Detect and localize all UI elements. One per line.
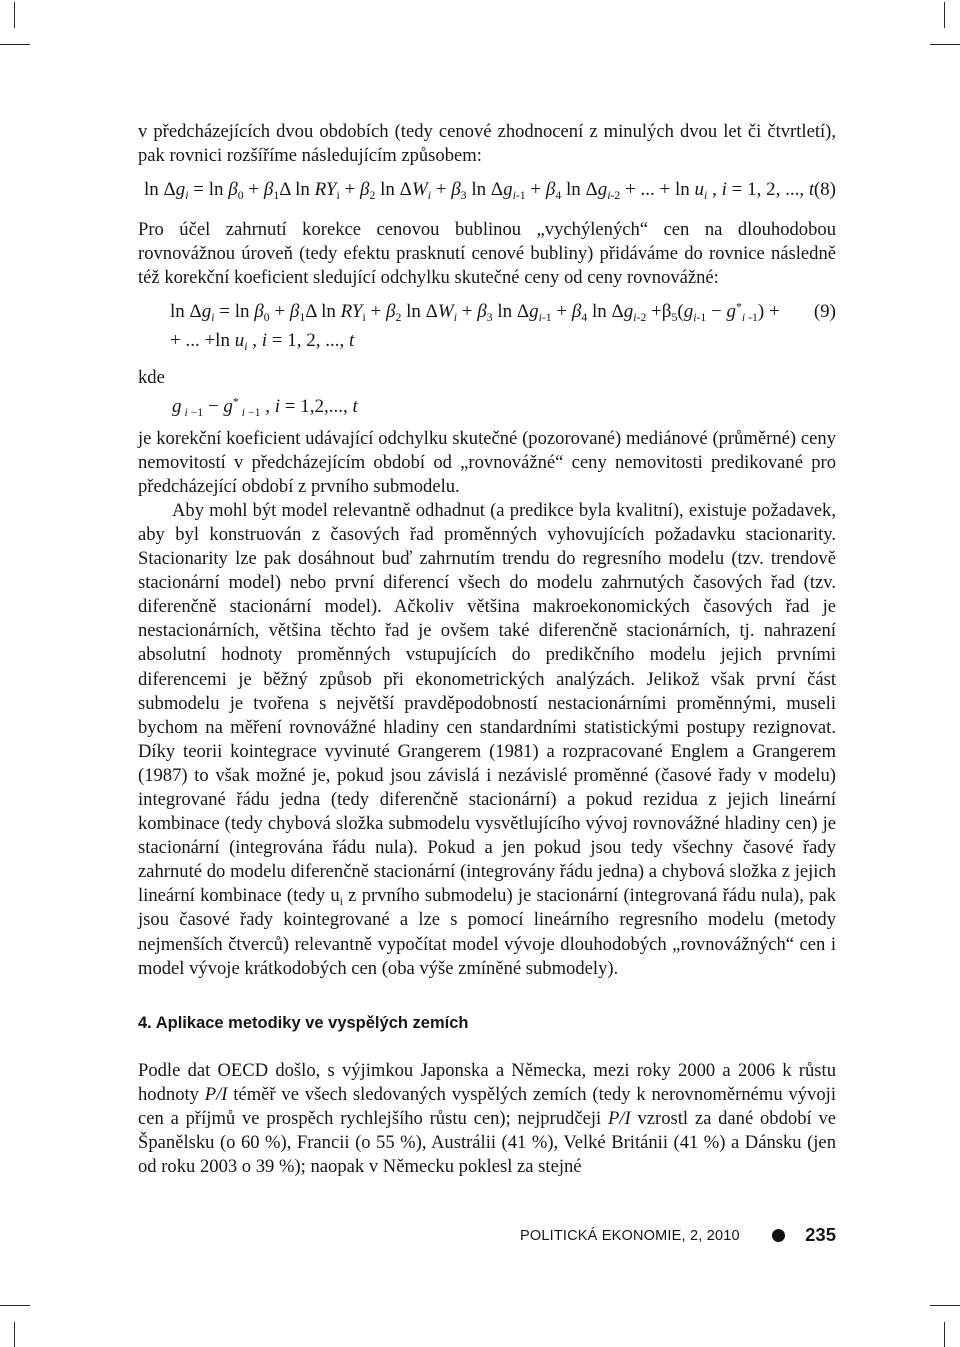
crop-mark-bottom-left-h xyxy=(0,1305,30,1306)
crop-mark-top-right xyxy=(944,2,945,28)
paragraph-stationarity-b: z prvního submodelu) je stacionární (integrovaná řádu nula), pak jsou časové řady kointegrované a lze s pomocí lineárního regresního modelu (metody nejmenších čtverců) relevantně vypočítat model vývoje dlouhodobých „rovnovážných“ cen i model vývoje krátkodobých cen (oba výše zmíněné submodely). xyxy=(138,885,836,979)
equation-8 xyxy=(138,174,836,204)
page-number: 235 xyxy=(805,1224,836,1245)
crop-mark-top-left-h xyxy=(0,44,30,45)
equation-9-line-1: $\ln \Delta g_i = \ln \beta_0 + \beta_1\Delta$ $\ln RY_i + \beta_2$ $\ln \Delta W_i + \beta_3$ $\ln \Delta g_{i-1} + \beta_4$ $\ln \Delta g_{i-2} +\beta_5(g_{i-1} - g^*_{i -1})$ + xyxy=(170,301,780,325)
equation-9 xyxy=(138,300,836,356)
equation-deviation-body: g $_{i -1}$ − g* $_{i -1}$ , i = 1,2,..., t xyxy=(172,395,358,419)
crop-mark-top-left xyxy=(14,2,15,28)
kde-label: kde xyxy=(138,367,165,389)
paragraph-oecd-b: téměř ve všech sledovaných vyspělých zemích (tedy k nerovnoměrnému vývoji cen a příjmů ve prospěch rychlejšího růstu cen); nejprudčeji xyxy=(138,1083,836,1129)
journal-name: POLITICKÁ EKONOMIE, 2, 2010 xyxy=(520,1228,740,1244)
paragraph-oecd-c: vzrostl za dané období ve Španělsku (o 60 %), Francii (o 55 %), Austrálii (41 %), Velké Británii (41 %) a Dánsku (jen od roku 2003 o 39 %); naopak v Německu poklesl za stejné xyxy=(138,1108,836,1178)
crop-mark-top-right-h xyxy=(930,44,960,45)
pi-ratio-1: P/I xyxy=(204,1083,228,1105)
crop-mark-bottom-left xyxy=(14,1322,15,1347)
equation-8-number: (8) xyxy=(813,179,836,201)
main-text-column xyxy=(138,120,836,1179)
equation-8-body: $\ln \Delta g_i = \ln \beta_0 + \beta_1\Delta$ $\ln RY_i + \beta_2$ $\ln \Delta W_i + \beta_3$ $\ln \Delta g_{i-1} + \beta_4$ $\ln \Delta g_{i-2}$ + ... + $\ln u_i$ , i = 1, 2, ..., t xyxy=(144,179,815,203)
paragraph-intro: v předcházejících dvou obdobích (tedy cenové zhodnocení z minulých dvou let či čtvrtletí), pak rovnici rozšíříme následujícím způsobem: xyxy=(138,121,836,167)
section-heading: 4. Aplikace metodiky ve vyspělých zemích xyxy=(138,1013,469,1032)
paragraph-coefficient: je korekční koeficient udávající odchylku skutečné (pozorované) mediánové (průměrné) ceny nemovitostí v předcházejícím období od „rovnovážné“ ceny nemovitosti predikované pro předcházející období z prvního submodelu. xyxy=(138,427,836,497)
bullet-icon xyxy=(772,1229,785,1242)
equation-deviation xyxy=(138,391,836,425)
paragraph-stationarity-a: Aby mohl být model relevantně odhadnut (a predikce byla kvalitní), existuje požadavek, aby byl konstruován z časových řad proměnných vyhovujících požadavku stacionarity. Stacionarity lze pak dosáhnout buď zahrnutím trendu do regresního modelu (tzv. trendově stacionární model) nebo první diferencí všech do modelu zahrnutých časových řad (tzv. diferenčně stacionární model). Ačkoliv většina makroekonomických časových řad je nestacionárních, většina těchto řad je ovšem také diferenčně stacionárních, tj. nahrazení absolutní hodnoty proměnných vstupujících do predikčního modelu jejich prvními diferencemi je běžný způsob při ekonometrických analýzách. Jelikož však první část submodelu je tvořena s největší pravděpodobností nestacionárními proměnnými, museli bychom na měření rovnovážné hladiny cen standardními statistickými postupy rezignovat. Díky teorii kointegrace vyvinuté Grangerem (1981) a rozpracované Englem a Grangerem (1987) to však možné je, pokud jsou závislá i nezávislé proměnné (časové řady v modelu) integrované řádu jedna (tedy diferenčně stacionární) a pokud rezidua z jejich lineární kombinace (tedy chybová složka submodelu vysvětlujícího vývoj rovnovážné hladiny cen) je stacionární (integrována řádu nula). Pokud a jen pokud jsou tedy všechny časové řady zahrnuté do modelu diferenčně stacionární (integrovány řádu jedna) a chybová složka z jejich lineární kombinace (tedy u xyxy=(138,499,836,907)
equation-9-number: (9) xyxy=(813,301,836,323)
paragraph-oecd-a: Podle dat OECD došlo, s výjimkou Japonska a Německa, mezi roky 2000 a 2006 k růstu hodnoty xyxy=(138,1059,836,1105)
crop-mark-bottom-right-h xyxy=(930,1305,960,1306)
paragraph-correction: Pro účel zahrnutí korekce cenovou bublinou „vychýlených“ cen na dlouhodobou rovnovážnou úroveň (tedy efektu prasknutí cenové bubliny) přidáváme do rovnice následně též korekční koeficient sledující odchylku skutečné ceny od ceny rovnovážné: xyxy=(138,219,836,289)
equation-9-line-2: + ... +ln $u_i$ , i = 1, 2, ..., t xyxy=(170,330,355,354)
paragraph-oecd xyxy=(138,1059,836,1179)
crop-mark-bottom-right xyxy=(944,1322,945,1347)
paragraph-stationarity xyxy=(138,499,836,981)
page-footer xyxy=(520,1224,836,1248)
pi-ratio-2: P/I xyxy=(607,1108,631,1129)
paragraph-stationarity-sub: i xyxy=(339,896,343,909)
